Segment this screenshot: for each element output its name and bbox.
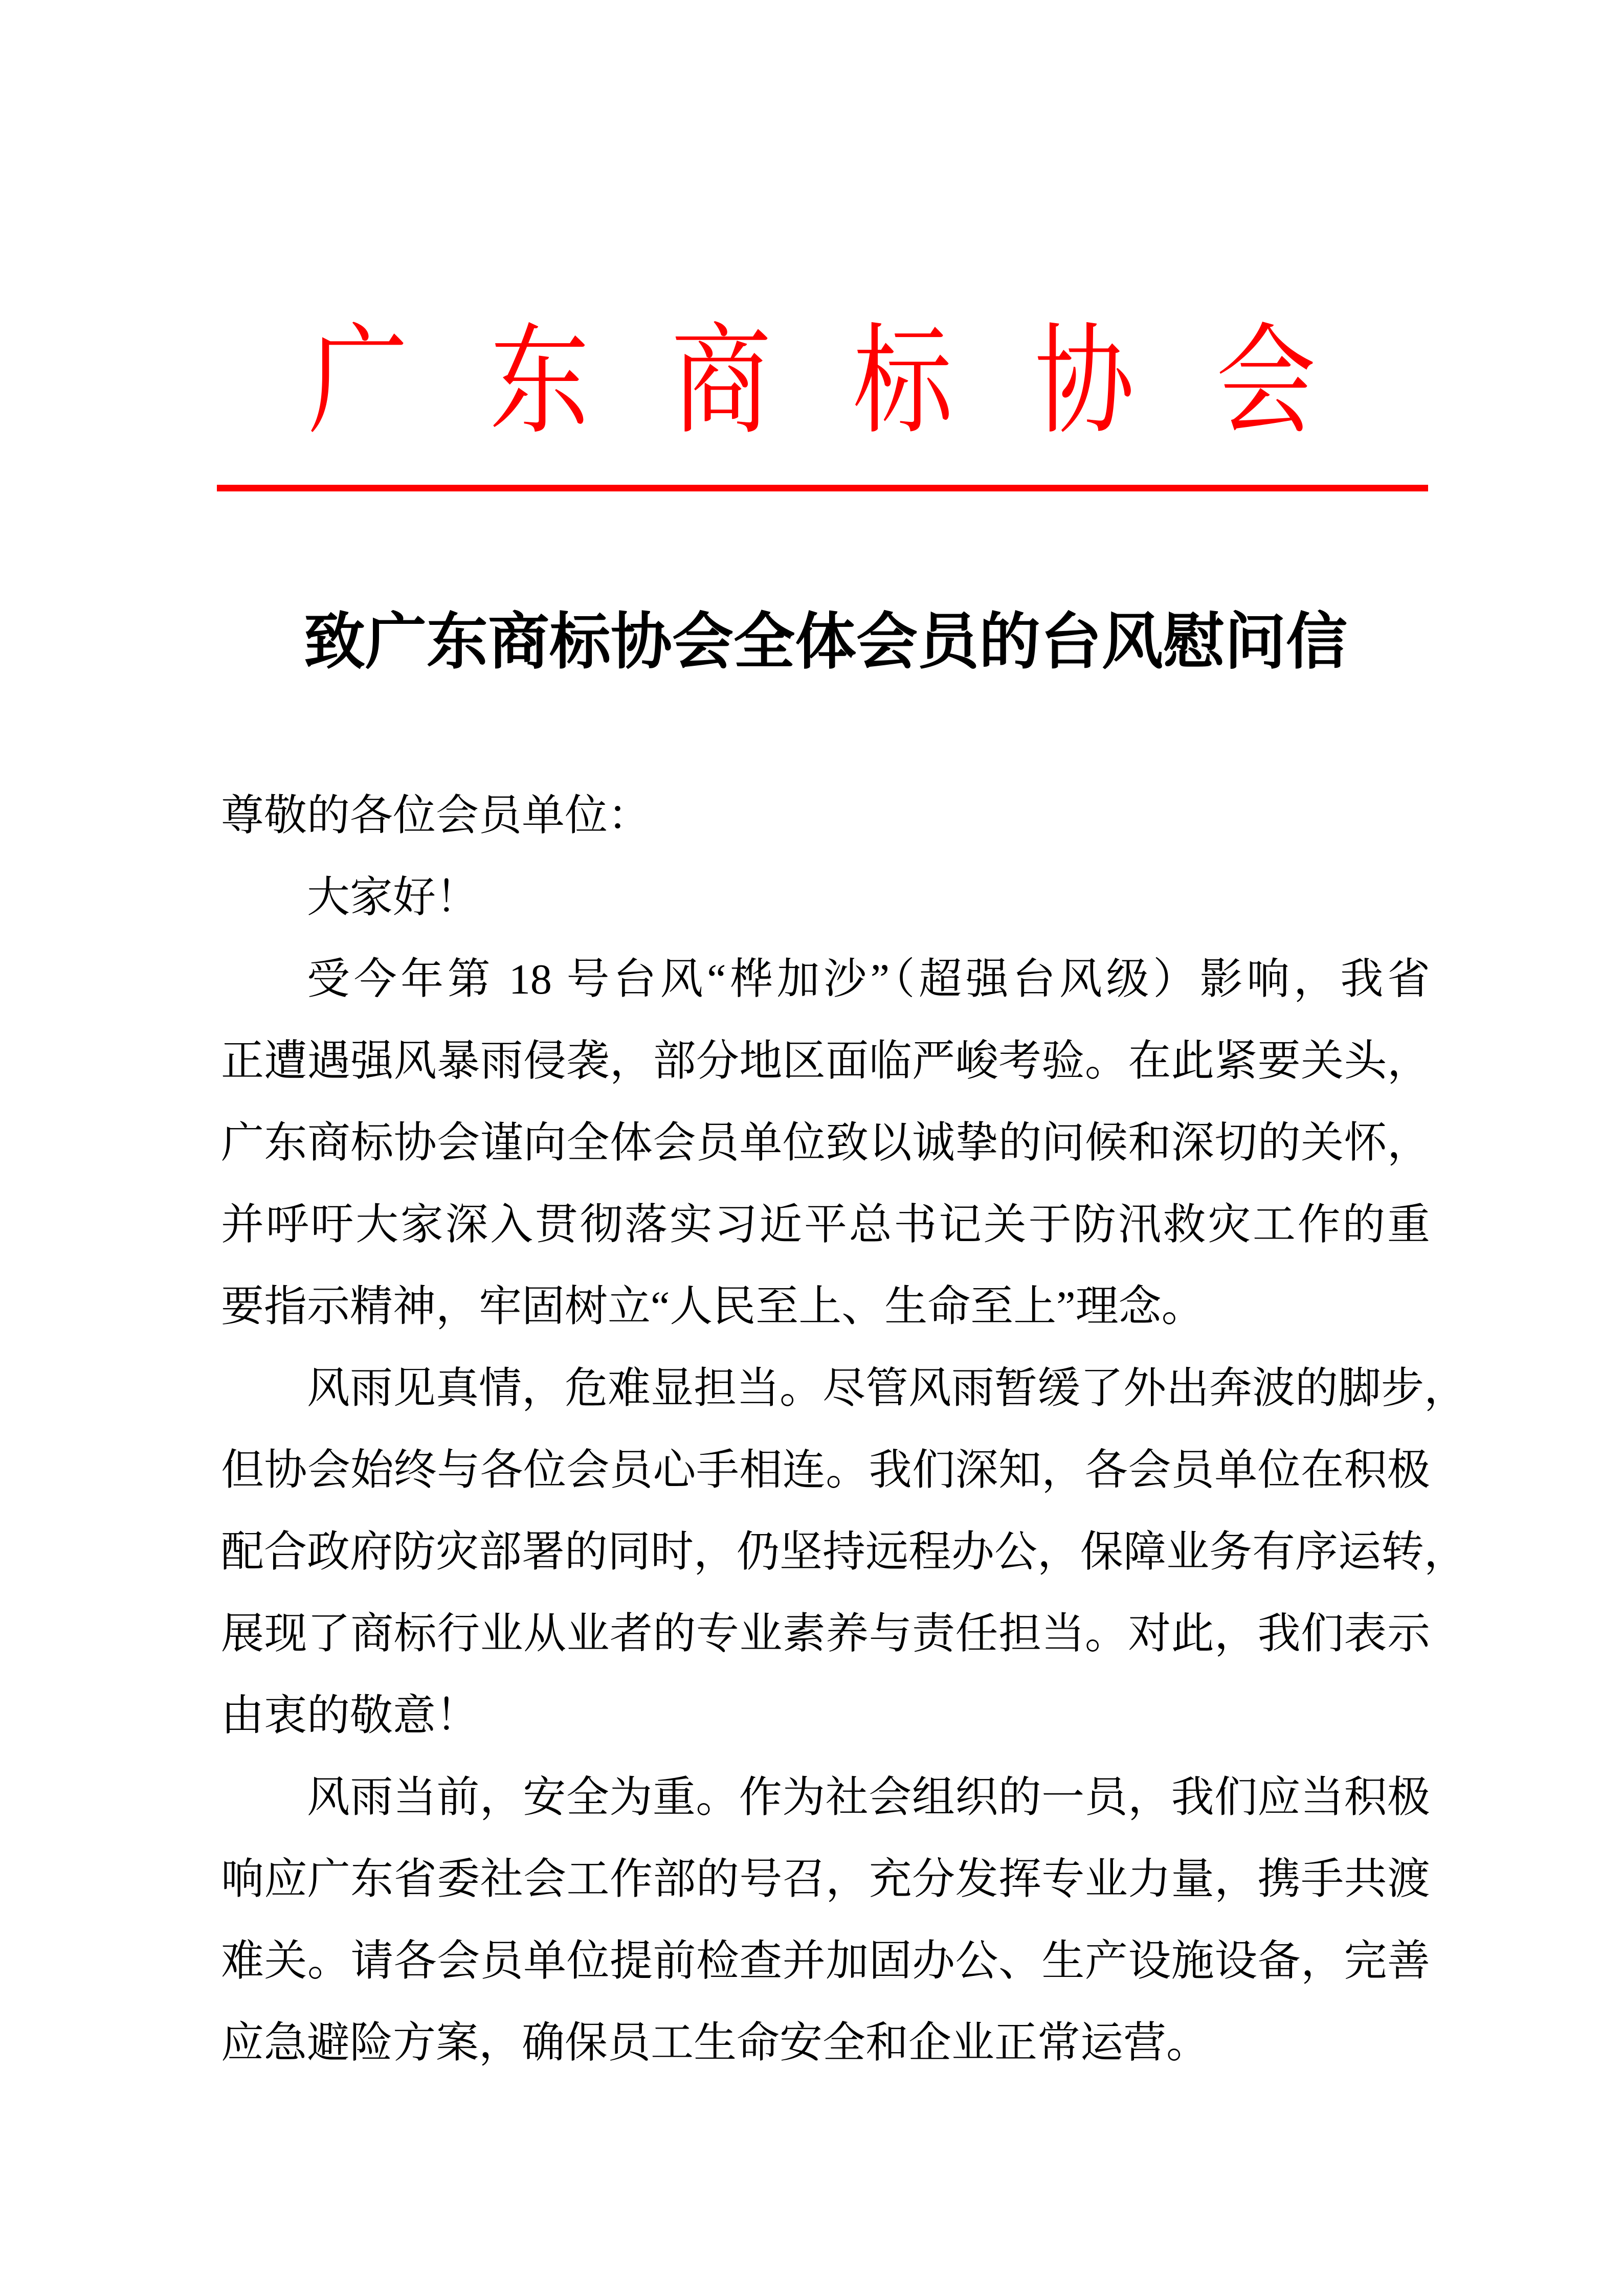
body-line: 由衷的敬意！ xyxy=(221,1692,479,1740)
document-title: 致广东商标协会全体会员的台风慰问信 xyxy=(304,608,1347,676)
letter-body xyxy=(221,775,1467,2084)
body-line: 但协会始终与各位会员心手相连。我们深知，各会员单位在积极 xyxy=(221,1447,1430,1494)
body-line: 风雨当前，安全为重。作为社会组织的一员，我们应当积极 xyxy=(307,1774,1430,1821)
body-line: 展现了商标行业从业者的专业素养与责任担当。对此，我们表示 xyxy=(221,1610,1430,1658)
body-line: 应急避险方案，确保员工生命安全和企业正常运营。 xyxy=(221,2019,1210,2067)
letterhead-org-name xyxy=(0,316,1624,449)
body-line: 受今年第 18 号台风“桦加沙”（超强台风级）影响，我省 xyxy=(307,956,1430,1003)
body-line: 广东商标协会谨向全体会员单位致以诚挚的问候和深切的关怀， xyxy=(221,1119,1430,1167)
body-line: 配合政府防灾部署的同时，仍坚持远程办公，保障业务有序运转， xyxy=(221,1528,1467,1576)
salutation: 尊敬的各位会员单位： xyxy=(221,792,651,840)
letterhead-org-name-text: 广东商标协会 xyxy=(308,316,1398,449)
body-line: 要指示精神，牢固树立“人民至上、生命至上”理念。 xyxy=(221,1283,1205,1331)
body-line: 正遭遇强风暴雨侵袭，部分地区面临严峻考验。在此紧要关头， xyxy=(221,1038,1430,1085)
body-line: 响应广东省委社会工作部的号召，充分发挥专业力量，携手共渡 xyxy=(221,1856,1430,1903)
body-line: 风雨见真情，危难显担当。尽管风雨暂缓了外出奔波的脚步， xyxy=(307,1365,1467,1412)
letterhead-divider xyxy=(217,485,1428,491)
body-line: 大家好！ xyxy=(307,874,479,921)
body-line: 并呼吁大家深入贯彻落实习近平总书记关于防汛救灾工作的重 xyxy=(221,1201,1430,1249)
body-line: 难关。请各会员单位提前检查并加固办公、生产设施设备，完善 xyxy=(221,1938,1430,1985)
